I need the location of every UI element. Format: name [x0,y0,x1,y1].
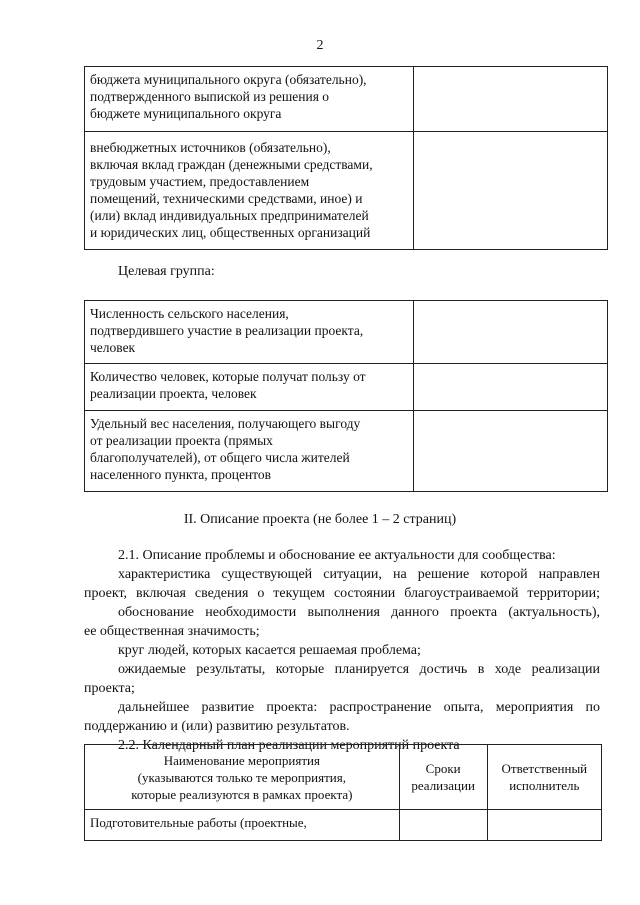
header-line: реализации [411,778,475,793]
cell-line: Количество человек, которые получат пользу от [90,369,366,384]
paragraph-line: ее общественная значимость; [84,624,260,639]
cell-line: благополучателей), от общего числа жителей [90,450,350,465]
paragraph-line: проекта; [84,681,135,696]
header-line: которые реализуются в рамках проекта) [131,786,353,802]
page-number: 2 [316,38,324,53]
table-cell-empty [414,364,608,411]
table-row [85,67,608,132]
table-cell [85,364,414,411]
paragraph-line: 2.2. Календарный план реализации мероприятий проекта [118,738,460,753]
paragraph-line: обоснование необходимости выполнения данного проекта (актуальность), [118,605,600,620]
cell-line: и юридических лиц, общественных организаций [90,225,371,240]
table-cell [85,301,414,364]
header-line: Наименование мероприятия [163,752,320,768]
cell-line: человек [90,340,136,355]
table-cell-empty [414,132,608,250]
section-body [84,546,600,755]
cell-line: внебюджетных источников (обязательно), [90,140,331,155]
cell-line: помещений, техническими средствами, иное) и [90,191,363,206]
paragraph-line: поддержанию и (или) развитию результатов. [84,719,350,734]
cell-line: реализации проекта, человек [90,386,257,401]
cell-line: населенного пункта, процентов [90,467,272,482]
table-cell: Подготовительные работы (проектные, [85,810,400,841]
header-deadline [399,745,487,810]
header-line: (указываются только те мероприятия, [137,769,346,785]
paragraph-line: ожидаемые результаты, которые планируется достичь в ходе реализации [118,662,600,677]
funding-table [84,66,608,250]
table-cell [85,67,414,132]
cell-line: включая вклад граждан (денежными средствами, [90,157,373,172]
header-line: исполнитель [509,778,580,793]
table-cell-empty [414,411,608,492]
table-row [85,132,608,250]
table-cell-empty [414,67,608,132]
table-cell-empty [414,301,608,364]
cell-line: бюджета муниципального округа (обязательно), [90,72,367,87]
paragraph-line: проект, включая сведения о текущем состоянии благоустраиваемой территории; [84,586,600,601]
table-cell [85,411,414,492]
table-header-row [85,745,602,810]
cell-line: бюджете муниципального округа [90,106,282,121]
header-event [85,745,400,810]
table-cell [85,132,414,250]
table-row [85,301,608,364]
target-group-table [84,300,608,492]
paragraph-line: характеристика существующей ситуации, на решение которой направлен [118,567,600,582]
table-cell-empty [399,810,487,841]
header-line: Сроки [425,761,461,776]
cell-line: Численность сельского населения, [90,306,289,321]
table-row [85,810,602,841]
table-row [85,364,608,411]
paragraph-line: дальнейшее развитие проекта: распространение опыта, мероприятия по [118,700,600,715]
paragraph-line: 2.1. Описание проблемы и обоснование ее актуальности для сообщества: [118,548,556,563]
target-group-label: Целевая группа: [118,264,215,279]
paragraph-line: круг людей, которых касается решаемая проблема; [118,643,421,658]
section-heading: II. Описание проекта (не более 1 – 2 страниц) [183,512,457,527]
header-responsible [487,745,601,810]
header-line: Ответственный [501,761,588,776]
table-row [85,411,608,492]
cell-line: подтвержденного выпиской из решения о [90,89,330,104]
table-cell-empty [487,810,601,841]
cell-line: от реализации проекта (прямых [90,433,273,448]
calendar-plan-table [84,744,602,841]
cell-line: трудовым участием, предоставлением [90,174,310,189]
cell-line: (или) вклад индивидуальных предпринимателей [90,208,369,223]
cell-line: Удельный вес населения, получающего выгоду [90,416,361,431]
cell-line: подтвердившего участие в реализации проекта, [90,323,364,338]
